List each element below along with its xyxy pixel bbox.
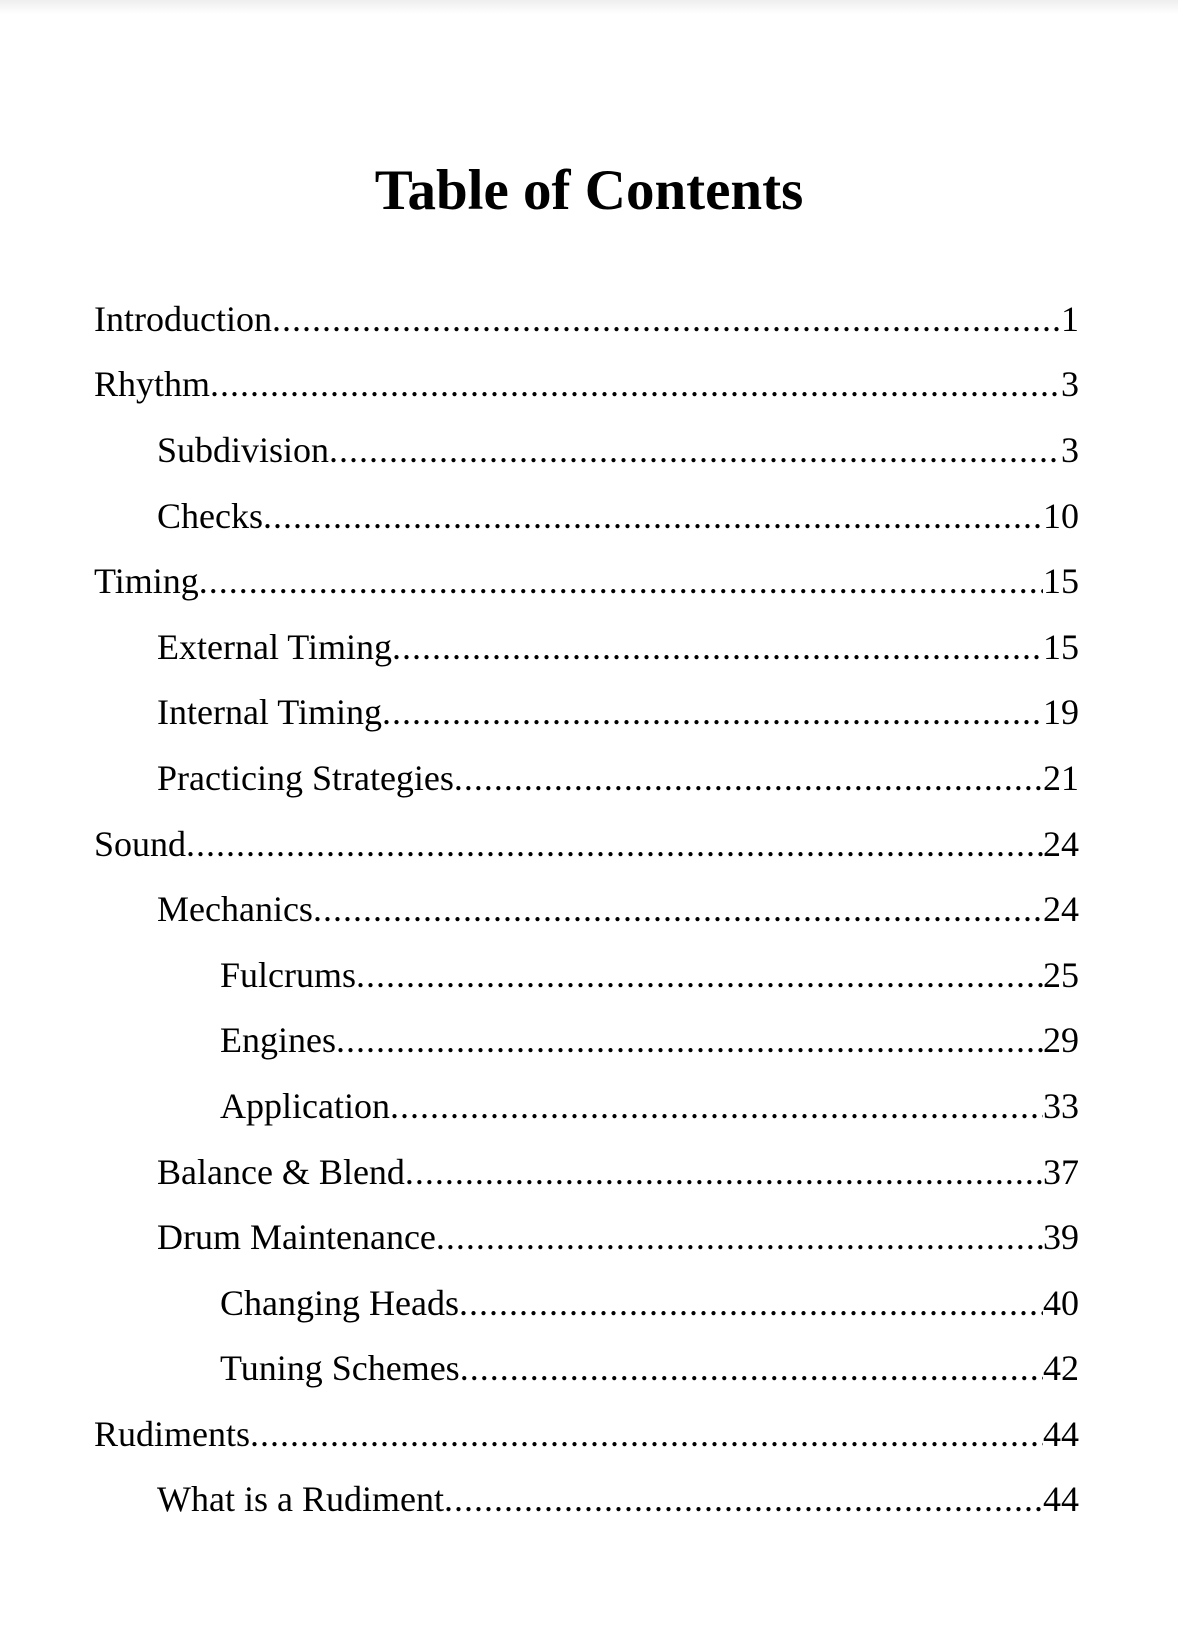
toc-page-number: 24	[1043, 823, 1079, 864]
dot-leader	[390, 1088, 1043, 1124]
toc-entry-label: Rhythm	[94, 364, 211, 405]
toc-page-number: 39	[1043, 1217, 1079, 1258]
dot-leader	[329, 432, 1061, 468]
toc-entry-balance-blend[interactable]	[94, 1139, 1079, 1205]
dot-leader	[382, 694, 1043, 730]
toc-entry-label: Practicing Strategies	[157, 757, 454, 798]
page-title: Table of Contents	[374, 159, 804, 222]
toc-page-number: 24	[1043, 889, 1079, 930]
dot-leader	[336, 1022, 1043, 1058]
toc-page-number: 15	[1043, 626, 1079, 667]
toc-page-number: 10	[1043, 495, 1079, 536]
toc-entry-label: Rudiments	[94, 1413, 251, 1454]
dot-leader	[405, 1154, 1043, 1190]
dot-leader	[210, 366, 1061, 402]
toc-page-number: 44	[1043, 1413, 1079, 1454]
toc-entry-label: Engines	[220, 1020, 336, 1061]
toc-page-number: 1	[1061, 298, 1079, 339]
toc-entry-tuning-schemes[interactable]	[94, 1336, 1079, 1402]
toc-entry-fulcrums[interactable]	[94, 942, 1079, 1008]
toc-entry-sound[interactable]	[94, 811, 1079, 877]
toc-entry-changing-heads[interactable]	[94, 1270, 1079, 1336]
page-top-edge	[0, 0, 1178, 14]
toc-entry-drum-maintenance[interactable]	[94, 1204, 1079, 1270]
toc-entry-what-is-a-rudiment[interactable]	[94, 1467, 1079, 1533]
dot-leader	[199, 563, 1043, 599]
toc-entry-rhythm[interactable]	[94, 352, 1079, 418]
toc-entry-subdivision[interactable]	[94, 417, 1079, 483]
toc-entry-engines[interactable]	[94, 1008, 1079, 1074]
toc-page-number: 33	[1043, 1085, 1079, 1126]
toc-page-number: 44	[1043, 1479, 1079, 1520]
toc-entry-timing[interactable]	[94, 548, 1079, 614]
toc-entry-label: Internal Timing	[157, 692, 383, 733]
toc-entry-label: Application	[220, 1085, 390, 1126]
toc-entry-label: Mechanics	[157, 889, 313, 930]
dot-leader	[263, 498, 1043, 534]
toc-page-number: 40	[1043, 1282, 1079, 1323]
toc-entry-label: Drum Maintenance	[157, 1217, 436, 1258]
toc-page-number: 37	[1043, 1151, 1079, 1192]
toc-entry-label: External Timing	[157, 626, 393, 667]
toc-entry-label: Tuning Schemes	[220, 1348, 460, 1389]
toc-page-number: 3	[1061, 364, 1079, 405]
toc-entry-checks[interactable]	[94, 483, 1079, 549]
dot-leader	[356, 957, 1043, 993]
toc-entry-label: Balance & Blend	[157, 1151, 405, 1192]
toc-page-number: 25	[1043, 954, 1079, 995]
toc-entry-application[interactable]	[94, 1073, 1079, 1139]
dot-leader	[460, 1350, 1043, 1386]
dot-leader	[313, 891, 1043, 927]
dot-leader	[436, 1219, 1043, 1255]
toc-entry-label: Sound	[94, 823, 187, 864]
dot-leader	[454, 760, 1043, 796]
toc-entry-introduction[interactable]	[94, 286, 1079, 352]
dot-leader	[459, 1285, 1043, 1321]
toc-entry-rudiments[interactable]	[94, 1401, 1079, 1467]
dot-leader	[272, 301, 1061, 337]
toc-page-number: 29	[1043, 1020, 1079, 1061]
toc-entry-label: Timing	[94, 561, 199, 602]
dot-leader	[250, 1416, 1043, 1452]
toc-page-number: 42	[1043, 1348, 1079, 1389]
toc-entry-practicing-strategies[interactable]	[94, 745, 1079, 811]
toc-entry-internal-timing[interactable]	[94, 680, 1079, 746]
toc-page-number: 19	[1043, 692, 1079, 733]
toc-entry-external-timing[interactable]	[94, 614, 1079, 680]
dot-leader	[186, 826, 1043, 862]
toc-page-number: 15	[1043, 561, 1079, 602]
toc-entry-label: Introduction	[94, 298, 272, 339]
toc-page-number: 21	[1043, 757, 1079, 798]
toc-entry-label: What is a Rudiment	[157, 1479, 444, 1520]
toc-entry-mechanics[interactable]	[94, 876, 1079, 942]
toc-entry-label: Subdivision	[157, 429, 330, 470]
toc-page-number: 3	[1061, 429, 1079, 470]
toc-entry-label: Checks	[157, 495, 263, 536]
dot-leader	[444, 1481, 1043, 1517]
toc-entry-label: Fulcrums	[220, 954, 357, 995]
dot-leader	[392, 629, 1043, 665]
table-of-contents	[94, 286, 1079, 1532]
toc-entry-label: Changing Heads	[220, 1282, 459, 1323]
